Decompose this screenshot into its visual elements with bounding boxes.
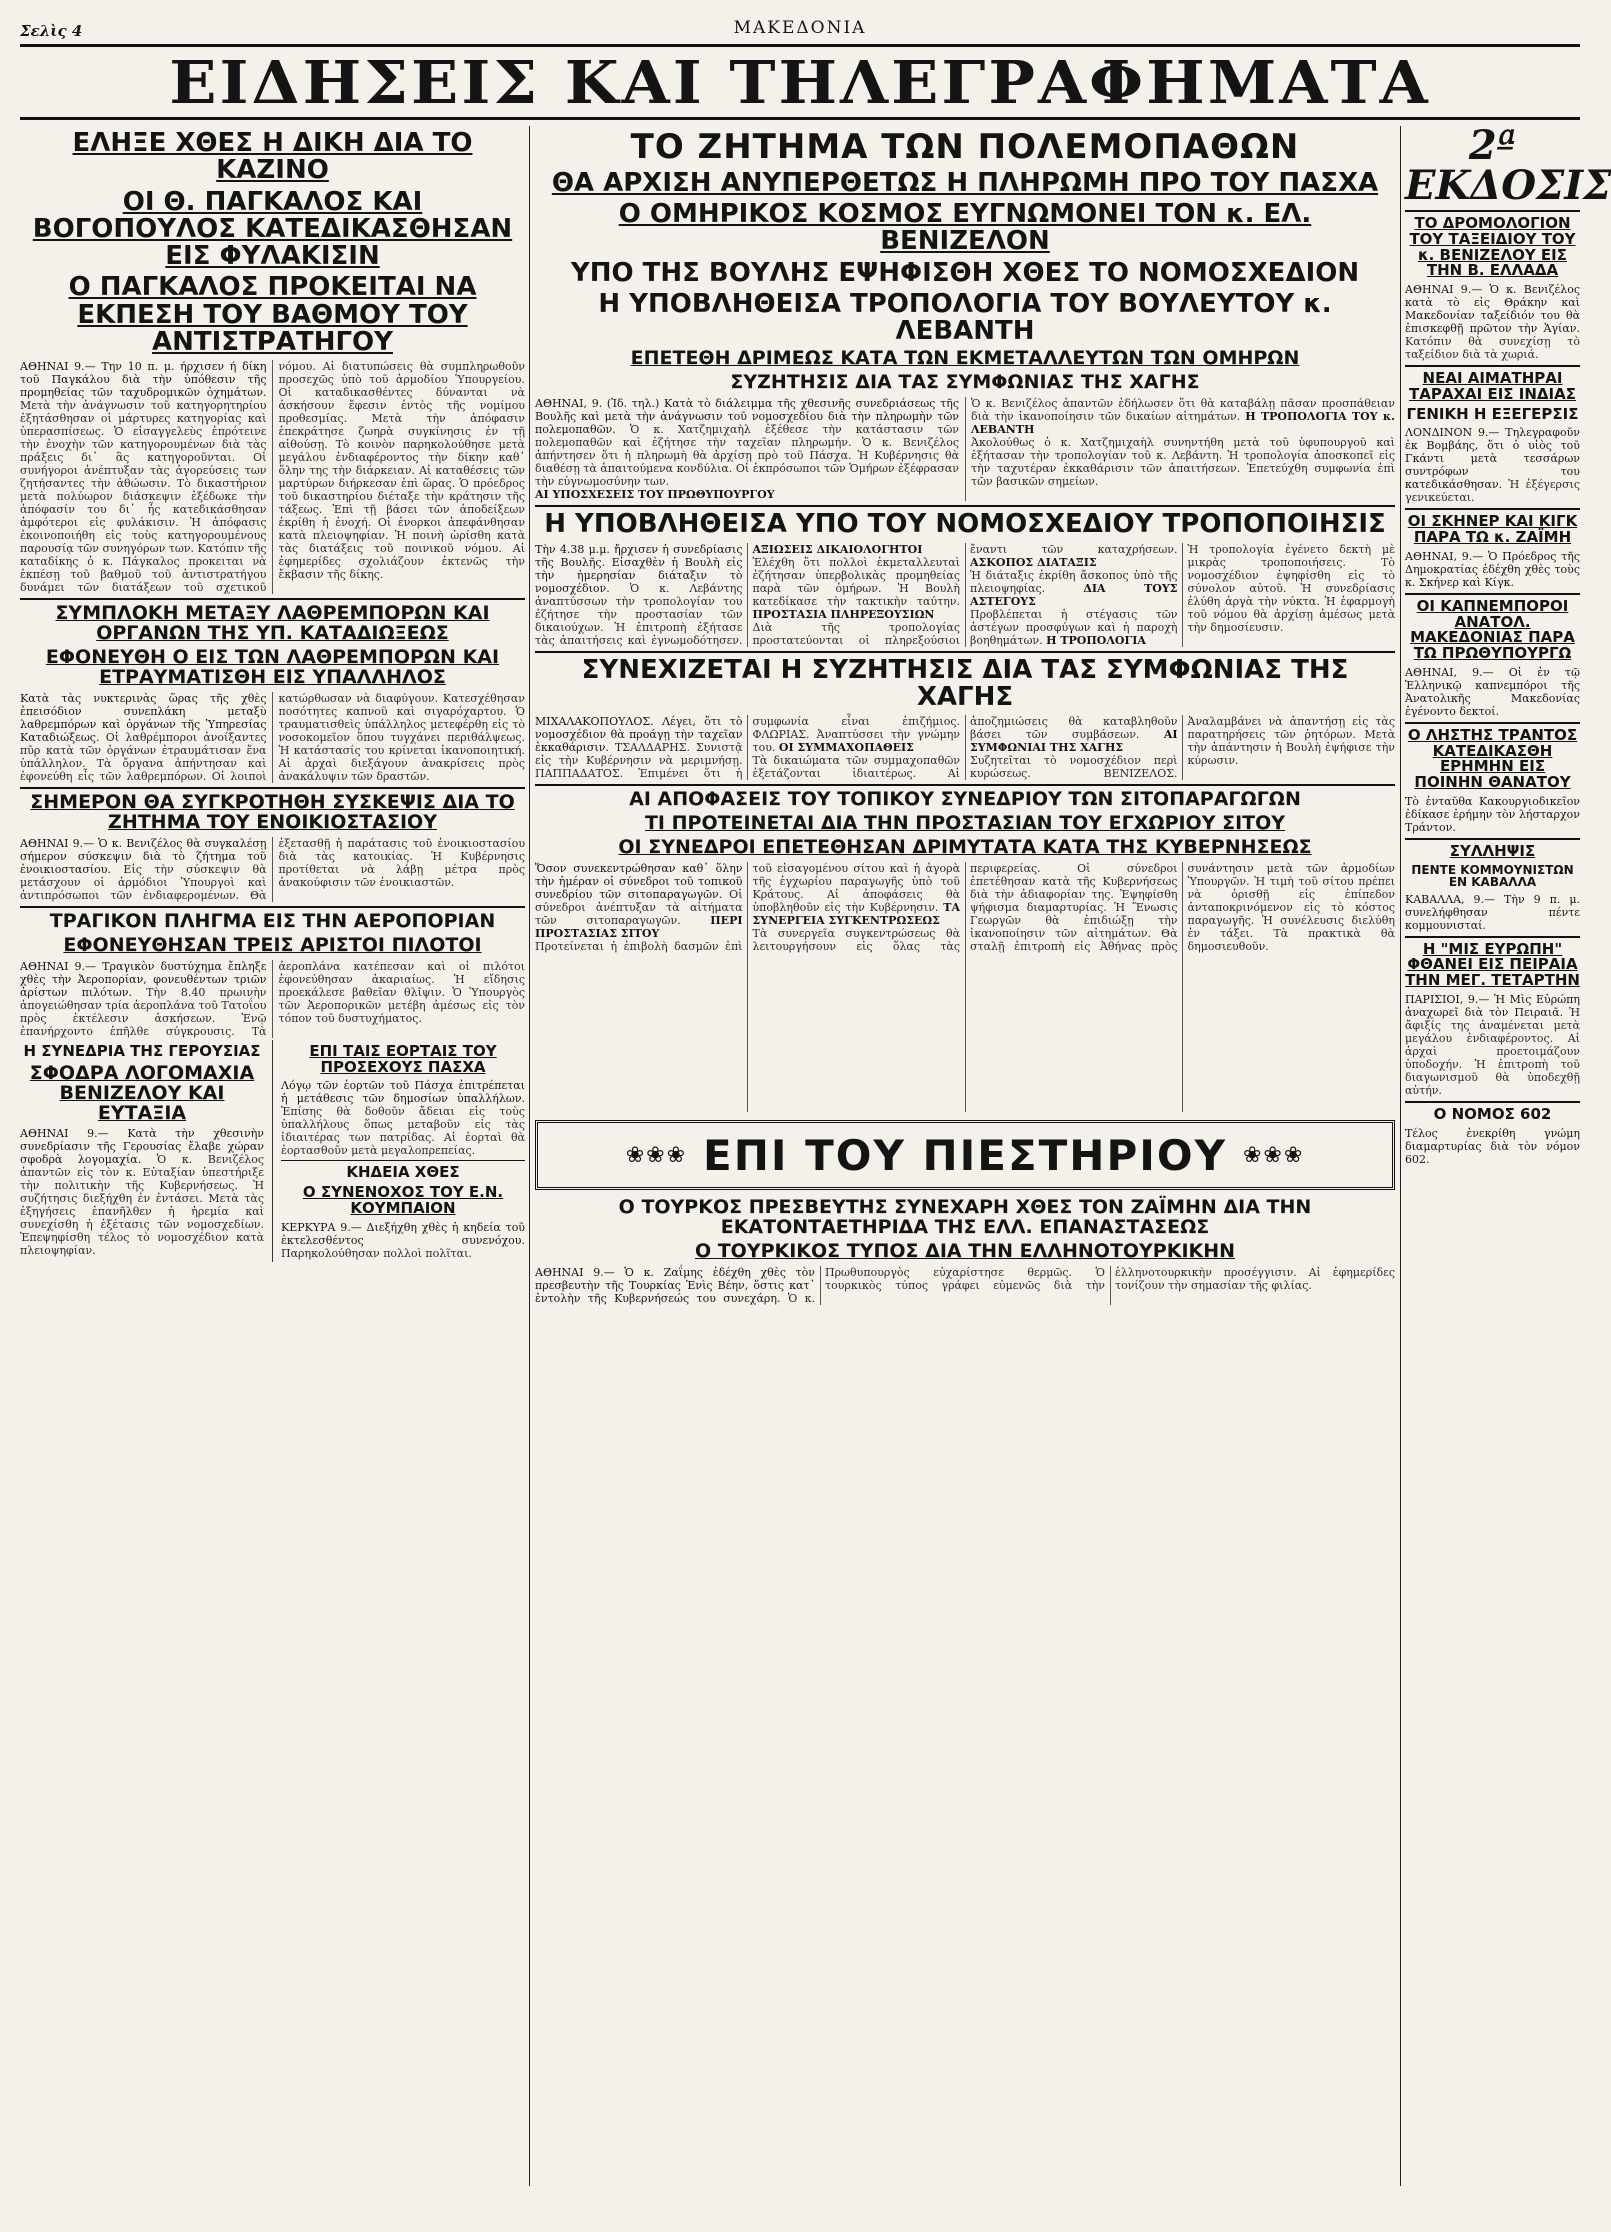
- headline: ΚΗΔΕΙΑ ΧΘΕΣ: [346, 1163, 460, 1182]
- section-title: ΕΙΔΗΣΕΙΣ ΚΑΙ ΤΗΛΕΓΡΑΦΗΜΑΤΑ: [169, 47, 1431, 117]
- headline: ΕΦΟΝΕΥΘΗΣΑΝ ΤΡΕΙΣ ΑΡΙΣΤΟΙ ΠΙΛΟΤΟΙ: [63, 933, 482, 956]
- headline: Ο ΠΑΓΚΑΛΟΣ ΠΡΟΚΕΙΤΑΙ ΝΑ ΕΚΠΕΣΗ ΤΟΥ ΒΑΘΜΟΥ ΤΟΥ ΑΝΤΙΣΤΡΑΤΗΓΟΥ: [68, 272, 477, 358]
- article-text: ΜΙΧΑΛΑΚΟΠΟΥΛΟΣ. Λέγει, ὅτι τὸ νομοσχέδιον θὰ προάγῃ τὴν ταχεῖαν ἐκκαθάρισιν. ΤΣΑΛΔΑΡΗΣ. Συνιστᾷ εἰς τὴν Κυβέρνησιν νὰ μεριμνήσῃ. ΠΑΠΠΑΔΑΤΟΣ. Ἐπιμένει ὅτι ἡ συμφωνία εἶναι ἐπιζήμιος. ΦΛΩΡΙΑΣ. Ἀναπτύσσει τὴν γνώμην του. ΟΙ ΣΥΜΜΑΧΟΠΑΘΕΙΣ Τὰ δικαιώματα τῶν συμμαχοπαθῶν ἐξετάζονται ἰδιαιτέρως. Αἱ ἀποζημιώσεις θὰ καταβληθοῦν βάσει τῶν συμβάσεων. ΑΙ ΣΥΜΦΩΝΙΑΙ ΤΗΣ ΧΑΓΗΣ Συζητεῖται τὸ νομοσχέδιον περὶ κυρώσεως. ΒΕΝΙΖΕΛΟΣ. Ἀναλαμβάνει νὰ ἀπαντήσῃ εἰς τὰς παρατηρήσεις τῶν ῥητόρων. Μετὰ τὴν ἀπάντησιν ἡ Βουλὴ ἐψήφισε τὴν κύρωσιν.: [535, 715, 1395, 781]
- page-number: Σελὶς 4: [20, 22, 83, 40]
- headline: Η ΥΠΟΒΛΗΘΕΙΣΑ ΥΠΟ ΤΟΥ ΝΟΜΟΣΧΕΔΙΟΥ ΤΡΟΠΟΠΟΙΗΣΙΣ: [544, 509, 1386, 540]
- right-column: [1405, 122, 1611, 2186]
- headline: ΠΕΝΤΕ ΚΟΜΜΟΥΝΙΣΤΩΝ ΕΝ ΚΑΒΑΛΛΑ: [1411, 862, 1574, 890]
- headline: ΕΛΗΞΕ ΧΘΕΣ Η ΔΙΚΗ ΔΙΑ ΤΟ ΚΑΖΙΝΟ: [72, 128, 473, 186]
- article-text: ΑΘΗΝΑΙ 9.— Ὁ κ. Βενιζέλος θὰ συγκαλέσῃ σήμερον σύσκεψιν διὰ τὸ ζήτημα τοῦ ἐνοικιοστασίου. Εἰς τὴν σύσκεψιν θὰ μετάσχουν οἱ ἁρμόδιοι Ὑπουργοὶ καὶ ἀντιπρόσωποι τῶν ἐνδιαφερομένων. Θὰ ἐξετασθῇ ἡ παράτασις τοῦ ἐνοικιοστασίου διὰ τὰς κατοικίας. Ἡ Κυβέρνησις προτίθεται νὰ λάβῃ μέτρα πρὸς ἀνακούφισιν τῶν ἐνοικιαστῶν.: [20, 837, 525, 902]
- article-text: ΑΘΗΝΑΙ, 9. (Ἰδ. τηλ.) Κατὰ τὸ διάλειμμα τῆς χθεσινῆς συνεδριάσεως τῆς Βουλῆς καὶ μετὰ τὴν ἀνάγνωσιν τοῦ νομοσχεδίου διὰ τὴν πληρωμὴν τῶν πολεμοπαθῶν. Ὁ κ. Χατζημιχαὴλ ἐξέθεσε τὴν κατάστασιν τῶν πολεμοπαθῶν καὶ ἐζήτησε τὴν ταχεῖαν πληρωμήν. Ὁ κ. Βενιζέλος ἀπήντησεν ὅτι ἡ πληρωμὴ θὰ ἀρχίσῃ πρὸ τοῦ Πάσχα. Ἡ Κυβέρνησις θὰ διαθέσῃ τὰ ἀπαιτούμενα κονδύλια. Οἱ ἐκπρόσωποι τῶν Ὁμήρων ἐξέφρασαν τὴν εὐγνωμοσύνην των. ΑΙ ΥΠΟΣΧΕΣΕΙΣ ΤΟΥ ΠΡΩΘΥΠΟΥΡΓΟΥ Ὁ κ. Βενιζέλος ἀπαντῶν ἐδήλωσεν ὅτι θὰ καταβάλῃ πᾶσαν προσπάθειαν διὰ τὴν ἱκανοποίησιν τῶν δικαίων αἰτημάτων. Η ΤΡΟΠΟΛΟΓΙΑ ΤΟΥ κ. ΛΕΒΑΝΤΗ Ἀκολούθως ὁ κ. Χατζημιχαὴλ συνηντήθη μετὰ τοῦ ὑφυπουργοῦ καὶ ἐξήτασαν τὴν τροπολογίαν τοῦ κ. Λεβάντη. Ἡ τροπολογία ἀποσκοπεῖ εἰς τὴν ταχυτέραν ἐκκαθάρισιν τῶν ἀπαιτήσεων. Ἐπετεύχθη συμφωνία ἐπὶ τῶν βασικῶν σημείων.: [535, 397, 1395, 502]
- columns: [20, 122, 1611, 2186]
- headline: ΤΟ ΔΡΟΜΟΛΟΓΙΟΝ ΤΟΥ ΤΑΞΕΙΔΙΟΥ ΤΟΥ κ. ΒΕΝΙΖΕΛΟΥ ΕΙΣ ΤΗΝ Β. ΕΛΛΑΔΑ: [1409, 214, 1576, 280]
- article-text: Λόγῳ τῶν ἑορτῶν τοῦ Πάσχα ἐπιτρέπεται ἡ μετάθεσις τῶν δημοσίων ὑπαλλήλων. Ἐπίσης θὰ δοθοῦν ἄδειαι εἰς τοὺς ὑπαλλήλους ὅπως μεταβοῦν εἰς τὰς ἰδιαιτέρας των πατρίδας. Αἱ ἑορταὶ θὰ ἑορτασθοῦν μετὰ μεγαλοπρεπείας.: [281, 1079, 525, 1158]
- article-text: Κατὰ τὰς νυκτερινὰς ὥρας τῆς χθὲς ἐπεισόδιον συνεπλάκη μεταξὺ λαθρεμπόρων καὶ ὀργάνων τῆς Ὑπηρεσίας Καταδιώξεως. Οἱ λαθρέμποροι ἀνοίξαντες πῦρ κατὰ τῶν ὀργάνων ἐτραυμάτισαν ἕνα ὑπάλληλον. Τὰ ὄργανα ἀπήντησαν καὶ ἐφονεύθη εἷς τῶν λαθρεμπόρων. Οἱ λοιποὶ κατώρθωσαν νὰ διαφύγουν. Κατεσχέθησαν ποσότητες καπνοῦ καὶ σιγαρόχαρτου. Ὁ τραυματισθεὶς ὑπάλληλος μετεφέρθη εἰς τὸ νοσοκομεῖον ὅπου τυγχάνει περιθάλψεως. Ἡ κατάστασίς του κρίνεται ἱκανοποιητική. Αἱ ἀρχαὶ διεξάγουν ἀνακρίσεις πρὸς ἀνακάλυψιν τῶν δραστῶν.: [20, 692, 525, 784]
- headline: Ο ΣΥΝΕΝΟΧΟΣ ΤΟΥ Ε.Ν. ΚΟΥΜΠΑΙΟΝ: [302, 1183, 504, 1217]
- article-text: Τὸ ἐνταῦθα Κακουργιοδικεῖον ἐδίκασε ἐρήμην τὸν λήσταρχον Τράντον.: [1405, 794, 1580, 834]
- center-column: [535, 126, 1395, 2186]
- headline: ΤΙ ΠΡΟΤΕΙΝΕΤΑΙ ΔΙΑ ΤΗΝ ΠΡΟΣΤΑΣΙΑΝ ΤΟΥ ΕΓΧΩΡΙΟΥ ΣΙΤΟΥ: [644, 812, 1286, 835]
- headline: ΓΕΝΙΚΗ Η ΕΞΕΓΕΡΣΙΣ: [1406, 404, 1579, 423]
- article-text: ΑΘΗΝΑΙ 9.— Τραγικὸν δυστύχημα ἔπληξε χθὲς τὴν Ἀεροπορίαν, φονευθέντων τριῶν ἀρίστων πιλότων. Τὴν 8.40 πρωινὴν ἀπογειώθησαν τρία ἀεροπλάνα τοῦ Τατοΐου πρὸς ἐκτέλεσιν ἀσκήσεων. Ἐνῷ ἐπανήρχοντο ἐπῆλθε σύγκρουσις. Τὰ ἀεροπλάνα κατέπεσαν καὶ οἱ πιλότοι ἐφονεύθησαν ἀκαριαίως. Ἡ εἴδησις προεκάλεσε βαθεῖαν θλῖψιν. Ὁ Ὑπουργὸς τῶν Ἀεροπορικῶν μετέβη ἀμέσως εἰς τὸν τόπον τοῦ δυστυχήματος.: [20, 959, 525, 1038]
- article-text: ΠΑΡΙΣΙΟΙ, 9.— Ἡ Μὶς Εὐρώπη ἀναχωρεῖ διὰ τὸν Πειραιᾶ. Ἡ ἄφιξίς της ἀναμένεται μετὰ μεγάλου ἐνδιαφέροντος. Αἱ ἀρχαὶ προετοιμάζουν ὑποδοχήν. Ἡ ἐπιτροπὴ τοῦ διαγωνισμοῦ θὰ ὑποδεχθῇ αὐτήν.: [1405, 992, 1580, 1097]
- top-line: [20, 18, 1580, 40]
- headline: ΕΦΟΝΕΥΘΗ Ο ΕΙΣ ΤΩΝ ΛΑΘΡΕΜΠΟΡΩΝ ΚΑΙ ΕΤΡΑΥΜΑΤΙΣΘΗ ΕΙΣ ΥΠΑΛΛΗΛΟΣ: [45, 646, 500, 689]
- headline: ΣΦΟΔΡΑ ΛΟΓΟΜΑΧΙΑ ΒΕΝΙΖΕΛΟΥ ΚΑΙ ΕΥΤΑΞΙΑ: [29, 1061, 255, 1124]
- headline: Ο ΤΟΥΡΚΟΣ ΠΡΕΣΒΕΥΤΗΣ ΣΥΝΕΧΑΡΗ ΧΘΕΣ ΤΟΝ ΖΑΪΜΗΝ ΔΙΑ ΤΗΝ ΕΚΑΤΟΝΤΑΕΤΗΡΙΔΑ ΤΗΣ ΕΛΛ. ΕΠΑΝΑΣΤΑΣΕΩΣ: [618, 1196, 1312, 1238]
- headline: ΟΙ Θ. ΠΑΓΚΑΛΟΣ ΚΑΙ ΒΟΓΟΠΟΥΛΟΣ ΚΑΤΕΔΙΚΑΣΘΗΣΑΝ ΕΙΣ ΦΥΛΑΚΙΣΙΝ: [32, 186, 513, 272]
- newspaper-name: ΜΑΚΕΔΟΝΙΑ: [733, 18, 867, 38]
- article-text: ΑΘΗΝΑΙ, 9.— Ὁ Πρόεδρος τῆς Δημοκρατίας ἐδέχθη χθὲς τοὺς κ. Σκήνερ καὶ Κίγκ.: [1405, 549, 1580, 589]
- headline: Ο ΝΟΜΟΣ 602: [1433, 1104, 1552, 1123]
- edition-label: 2ª ΕΚΔΟΣΙΣ: [1405, 122, 1611, 209]
- article-text: ΚΕΡΚΥΡΑ 9.— Διεξήχθη χθὲς ἡ κηδεία τοῦ ἐκτελεσθέντος συνενόχου. Παρηκολούθησαν πολλοὶ πολῖται.: [281, 1220, 525, 1260]
- headline: ΑΙ ΑΠΟΦΑΣΕΙΣ ΤΟΥ ΤΟΠΙΚΟΥ ΣΥΝΕΔΡΙΟΥ ΤΩΝ ΣΙΤΟΠΑΡΑΓΩΓΩΝ: [629, 788, 1301, 811]
- article-text: ΚΑΒΑΛΛΑ, 9.— Τὴν 9 π. μ. συνελήφθησαν πέντε κομμουνισταί.: [1405, 892, 1580, 932]
- article-text: ΑΘΗΝΑΙ 9.— Κατὰ τὴν χθεσινὴν συνεδρίασιν τῆς Γερουσίας ἔλαβε χώραν σφοδρὰ λογομαχία. Ὁ κ. Βενιζέλος ἀπαντῶν εἰς τὸν κ. Εὐταξίαν ὑπεστήριξε τὴν πολιτικὴν τῆς Κυβερνήσεως. Ἡ συζήτησις διεξήχθη ἐν ἐντάσει. Μετὰ τὰς ἐξηγήσεις ἐπανῆλθεν ἡ ἠρεμία καὶ συνεχίσθη ἡ ἐξέτασις τῶν νομοσχεδίων. Ἐπεψηφίσθη τέλος τὸ νομοσχέδιον κατὰ πλειοψηφίαν.: [20, 1127, 265, 1258]
- article-text: Τὴν 4.38 μ.μ. ἤρχισεν ἡ συνεδρίασις τῆς Βουλῆς. Εἰσαχθὲν ἡ Βουλὴ εἰς τὴν ἡμερησίαν διάταξιν τὸ νομοσχέδιον. Ὁ κ. Λεβάντης ἀναπτύσσων τὴν τροπολογίαν του ἐζήτησε τὴν προστασίαν τῶν δικαιούχων. Ἡ ἐπιτροπὴ ἐξήτασε τὰς ἀπαιτήσεις καὶ ἐγνωμοδότησεν. ΑΞΙΩΣΕΙΣ ΔΙΚΑΙΟΛΟΓΗΤΟΙ Ἐλέχθη ὅτι πολλοὶ ἐκμεταλλευταὶ ἐζήτησαν ὑπερβολικὰς προμηθείας παρὰ τῶν ὁμήρων. Ἡ Βουλὴ κατεδίκασε τὴν τακτικὴν ταύτην. ΠΡΟΣΤΑΣΙΑ ΠΛΗΡΕΞΟΥΣΙΩΝ Διὰ τῆς τροπολογίας προστατεύονται οἱ πληρεξούσιοι ἔναντι τῶν καταχρήσεων. ΑΣΚΟΠΟΣ ΔΙΑΤΑΞΙΣ Ἡ διάταξις ἐκρίθη ἄσκοπος ὑπὸ τῆς πλειοψηφίας. ΔΙΑ ΤΟΥΣ ΑΣΤΕΓΟΥΣ Προβλέπεται ἡ στέγασις τῶν ἀστέγων προσφύγων καὶ ἡ παροχὴ βοηθημάτων. Η ΤΡΟΠΟΛΟΓΙΑ Ἡ τροπολογία ἐγένετο δεκτὴ μὲ μικρὰς τροποποιήσεις. Τὸ νομοσχέδιον ἐψηφίσθη εἰς τὸ σύνολον αὐτοῦ. Ἡ συνεδρίασις ἐλύθη ἀργὰ τὴν νύκτα. Ἡ ἐφαρμογὴ τοῦ νόμου θὰ ἀρχίσῃ ἀμέσως μετὰ τὴν δημοσίευσιν.: [535, 542, 1395, 647]
- headline: ΥΠΟ ΤΗΣ ΒΟΥΛΗΣ ΕΨΗΦΙΣΘΗ ΧΘΕΣ ΤΟ ΝΟΜΟΣΧΕΔΙΟΝ: [570, 257, 1360, 288]
- headline: ΟΙ ΚΑΠΝΕΜΠΟΡΟΙ ΑΝΑΤΟΛ. ΜΑΚΕΔΟΝΙΑΣ ΠΑΡΑ ΤΩ ΠΡΩΘΥΠΟΥΡΓΩ: [1410, 596, 1575, 662]
- headline: ΕΠΙ ΤΑΙΣ ΕΟΡΤΑΙΣ ΤΟΥ ΠΡΟΣΕΧΟΥΣ ΠΑΣΧΑ: [309, 1041, 497, 1076]
- boxed-headline: ❀❀❀ ΕΠΙ ΤΟΥ ΠΙΕΣΤΗΡΙΟΥ ❀❀❀: [535, 1120, 1395, 1190]
- headline: ΣΗΜΕΡΟΝ ΘΑ ΣΥΓΚΡΟΤΗΘΗ ΣΥΣΚΕΨΙΣ ΔΙΑ ΤΟ ΖΗΤΗΜΑ ΤΟΥ ΕΝΟΙΚΙΟΣΤΑΣΙΟΥ: [30, 791, 515, 834]
- article-text: Τέλος ἐνεκρίθη γνώμη διαμαρτυρίας διὰ τὸν νόμον 602.: [1405, 1126, 1580, 1166]
- article-text: ΑΘΗΝΑΙ, 9.— Οἱ ἐν τῷ Ἑλληνικῷ καπνεμπόροι τῆς Ἀνατολικῆς Μακεδονίας ἐγένοντο δεκτοί.: [1405, 665, 1580, 718]
- headline: ΣΥΜΠΛΟΚΗ ΜΕΤΑΞΥ ΛΑΘΡΕΜΠΟΡΩΝ ΚΑΙ ΟΡΓΑΝΩΝ ΤΗΣ ΥΠ. ΚΑΤΑΔΙΩΞΕΩΣ: [55, 602, 490, 645]
- headline: ΕΠΙ ΤΟΥ ΠΙΕΣΤΗΡΙΟΥ: [703, 1130, 1227, 1180]
- article-text: ΑΘΗΝΑΙ 9.— Ὁ κ. Ζαΐμης ἐδέχθη χθὲς τὸν πρεσβευτὴν τῆς Τουρκίας Ἐνὶς Βέην, ὅστις κατ᾽ ἐντολὴν τῆς Κυβερνήσεώς του συνεχάρη. Ὁ κ. Πρωθυπουργὸς εὐχαρίστησε θερμῶς. Ὁ τουρκικὸς τύπος γράφει εὐμενῶς διὰ τὴν ἑλληνοτουρκικὴν προσέγγισιν. Αἱ ἐφημερίδες τονίζουν τὴν σημασίαν τῆς φιλίας.: [535, 1265, 1395, 1305]
- headline: ΤΡΑΓΙΚΟΝ ΠΛΗΓΜΑ ΕΙΣ ΤΗΝ ΑΕΡΟΠΟΡΙΑΝ: [49, 910, 496, 932]
- article-text: ΑΘΗΝΑΙ 9.— Ὁ κ. Βενιζέλος κατὰ τὸ εἰς Θράκην καὶ Μακεδονίαν ταξείδιόν του θὰ ἐπισκεφθῇ πρῶτον τὴν Ἁγίαν. Κατόπιν θὰ συνεχίσῃ τὸ ταξείδιον διὰ τὰ χωριά.: [1405, 283, 1580, 361]
- headline: Η "ΜΙΣ ΕΥΡΩΠΗ" ΦΘΑΝΕΙ ΕΙΣ ΠΕΙΡΑΙΑ ΤΗΝ ΜΕΓ. ΤΕΤΑΡΤΗΝ: [1405, 939, 1580, 990]
- headline: Ο ΟΜΗΡΙΚΟΣ ΚΟΣΜΟΣ ΕΥΓΝΩΜΟΝΕΙ ΤΟΝ κ. ΕΛ. ΒΕΝΙΖΕΛΟΝ: [618, 198, 1312, 257]
- headline: Ο ΤΟΥΡΚΙΚΟΣ ΤΥΠΟΣ ΔΙΑ ΤΗΝ ΕΛΛΗΝΟΤΟΥΡΚΙΚΗΝ: [694, 1239, 1236, 1262]
- headline: ΣΥΖΗΤΗΣΙΣ ΔΙΑ ΤΑΣ ΣΥΜΦΩΝΙΑΣ ΤΗΣ ΧΑΓΗΣ: [730, 371, 1200, 394]
- headline: ΣΥΝΕΧΙΖΕΤΑΙ Η ΣΥΖΗΤΗΣΙΣ ΔΙΑ ΤΑΣ ΣΥΜΦΩΝΙΑΣ ΤΗΣ ΧΑΓΗΣ: [581, 654, 1349, 712]
- headline: Η ΥΠΟΒΛΗΘΕΙΣΑ ΤΡΟΠΟΛΟΓΙΑ ΤΟΥ ΒΟΥΛΕΥΤΟΥ κ. ΛΕΒΑΝΤΗ: [598, 288, 1332, 347]
- headline: ΘΑ ΑΡΧΙΣΗ ΑΝΥΠΕΡΘΕΤΩΣ Η ΠΛΗΡΩΜΗ ΠΡΟ ΤΟΥ ΠΑΣΧΑ: [551, 167, 1379, 198]
- main-headline: ΤΟ ΖΗΤΗΜΑ ΤΩΝ ΠΟΛΕΜΟΠΑΘΩΝ: [630, 127, 1300, 167]
- headline: ΟΙ ΣΥΝΕΔΡΟΙ ΕΠΕΤΕΘΗΣΑΝ ΔΡΙΜΥΤΑΤΑ ΚΑΤΑ ΤΗΣ ΚΥΒΕΡΝΗΣΕΩΣ: [618, 836, 1312, 859]
- article-text: ΑΘΗΝΑΙ 9.— Την 10 π. μ. ήρχισεν ή δίκη τοῦ Παγκάλου διὰ τὴν ὑπόθεσιν τῆς προμηθείας τῶν ταχυδρομικῶν ὀχημάτων. Μετὰ τὴν ἀνάγνωσιν τοῦ κατηγορητηρίου ἐξητάσθησαν οἱ μάρτυρες κατηγορίας καὶ ὑπερασπίσεως. Ὁ εἰσαγγελεὺς ἐπρότεινε τὴν ἐνοχὴν τῶν κατηγορουμένων διὰ τὰς πράξεις δι᾽ ἃς κατηγοροῦνται. Οἱ συνήγοροι ἀνέπτυξαν τὰς ἀγορεύσεις των ζητήσαντες τὴν ἀθώωσιν. Τὸ δικαστήριον μετὰ πολύωρον διάσκεψιν ἐξέδωκε τὴν ἀπόφασίν του δι᾽ ἧς κατεδικάσθησαν ἀμφότεροι εἰς φυλάκισιν. Ἡ ἀπόφασις ἐκοινοποιήθη εἰς τοὺς κατηγορουμένους παρουσίᾳ τῶν συνηγόρων των. Κατόπιν τῆς καταδίκης ὁ κ. Πάγκαλος προκειται νὰ ἐκπέσῃ τοῦ βαθμοῦ τοῦ ἀντιστρατήγου δυνάμει τῶν διατάξεων τοῦ σχετικοῦ νόμου. Αἱ διατυπώσεις θὰ συμπληρωθοῦν προσεχῶς ὑπὸ τοῦ ἁρμοδίου Ὑπουργείου. Οἱ καταδικασθέντες δύνανται νὰ ἀσκήσουν ἔφεσιν ἐντὸς τῆς νομίμου προθεσμίας. Μετὰ τὴν ἀπόφασιν ἐπεκράτησε ζωηρὰ συγκίνησις ἐν τῇ αἰθούσῃ. Τὸ κοινὸν παρηκολούθησε μετὰ μεγάλου ἐνδιαφέροντος τὴν δίκην καθ᾽ ὅλην της τὴν διάρκειαν. Αἱ καταθέσεις τῶν μαρτύρων διήρκεσαν ἐπὶ ὥρας. Ὁ πρόεδρος τοῦ δικαστηρίου διέταξε τὴν κράτησιν τῆς τάξεως. Ἐπὶ τῇ βάσει τῶν ἀποδείξεων ἐκρίθη ἡ ἐνοχή. Οἱ ἐνορκοι ἀπεφάνθησαν κατὰ πλειοψηφίαν. Ἡ ποινὴ ὡρίσθη κατὰ τὰς διατάξεις τοῦ ποινικοῦ νόμου. Αἱ ἐφημερίδες σχολιάζουν ἐκτενῶς τὴν ἔκβασιν τῆς δίκης.: [20, 360, 525, 595]
- headline: Ο ΛΗΣΤΗΣ ΤΡΑΝΤΟΣ ΚΑΤΕΔΙΚΑΣΘΗ ΕΡΗΜΗΝ ΕΙΣ ΠΟΙΝΗΝ ΘΑΝΑΤΟΥ: [1407, 725, 1578, 791]
- headline: ΟΙ ΣΚΗΝΕΡ ΚΑΙ ΚΙΓΚ ΠΑΡΑ ΤΩ κ. ΖΑΪΜΗ: [1407, 512, 1578, 546]
- headline: ΕΠΕΤΕΘΗ ΔΡΙΜΕΩΣ ΚΑΤΑ ΤΩΝ ΕΚΜΕΤΑΛΛΕΥΤΩΝ ΤΩΝ ΟΜΗΡΩΝ: [630, 347, 1300, 370]
- left-column: [20, 126, 525, 2186]
- article-text: Ὅσον συνεκεντρώθησαν καθ᾽ ὅλην τὴν ἡμέραν οἱ σύνεδροι τοῦ τοπικοῦ συνεδρίου τῶν σιτοπαραγωγῶν. Οἱ σύνεδροι ἀνέπτυξαν τὰ αἰτήματα τῶν σιτοπαραγωγῶν. ΠΕΡΙ ΠΡΟΣΤΑΣΙΑΣ ΣΙΤΟΥ Προτείνεται ἡ ἐπιβολὴ δασμῶν ἐπὶ τοῦ εἰσαγομένου σίτου καὶ ἡ ἀγορὰ τῆς ἐγχωρίου παραγωγῆς ὑπὸ τοῦ Κράτους. Αἱ ἀποφάσεις θὰ ὑποβληθοῦν εἰς τὴν Κυβέρνησιν. ΤΑ ΣΥΝΕΡΓΕΙΑ ΣΥΓΚΕΝΤΡΩΣΕΩΣ Τὰ συνεργεῖα συγκεντρώσεως θὰ λειτουργήσουν εἰς ὅλας τὰς περιφερείας. Οἱ σύνεδροι ἐπετέθησαν κατὰ τῆς Κυβερνήσεως διὰ τὴν ἀδιαφορίαν της. Ἐψηφίσθη ψήφισμα διαμαρτυρίας. Ἡ Ἕνωσις Γεωργῶν θὰ ἐπιδιώξῃ τὴν ἱκανοποίησιν τῶν αἰτημάτων. Θὰ σταλῇ ἐπιτροπὴ εἰς Ἀθήνας πρὸς συνάντησιν μετὰ τῶν ἁρμοδίων Ὑπουργῶν. Ἡ τιμὴ τοῦ σίτου πρέπει νὰ ὁρισθῇ εἰς ἐπίπεδον ἀνταποκρινόμενον εἰς τὸ κόστος παραγωγῆς. Ἡ συνέλευσις διελύθη ἐν τάξει. Τὰ πρακτικὰ θὰ δημοσιευθοῦν.: [535, 862, 1395, 954]
- article-text: ΛΟΝΔΙΝΟΝ 9.— Τηλεγραφοῦν ἐκ Βομβάης, ὅτι ὁ υἱὸς τοῦ Γκάντι μετὰ τεσσάρων συντρόφων του κατεδικάσθησαν. Ἡ ἐξέγερσις γενικεύεται.: [1405, 426, 1580, 505]
- headline: Η ΣΥΝΕΔΡΙΑ ΤΗΣ ΓΕΡΟΥΣΙΑΣ: [23, 1041, 261, 1060]
- headline: ΣΥΛΛΗΨΙΣ: [1449, 841, 1536, 860]
- newspaper-page: [20, 18, 1611, 2198]
- masthead: [20, 44, 1580, 120]
- headline: ΝΕΑΙ ΑΙΜΑΤΗΡΑΙ ΤΑΡΑΧΑΙ ΕΙΣ ΙΝΔΙΑΣ: [1409, 369, 1576, 403]
